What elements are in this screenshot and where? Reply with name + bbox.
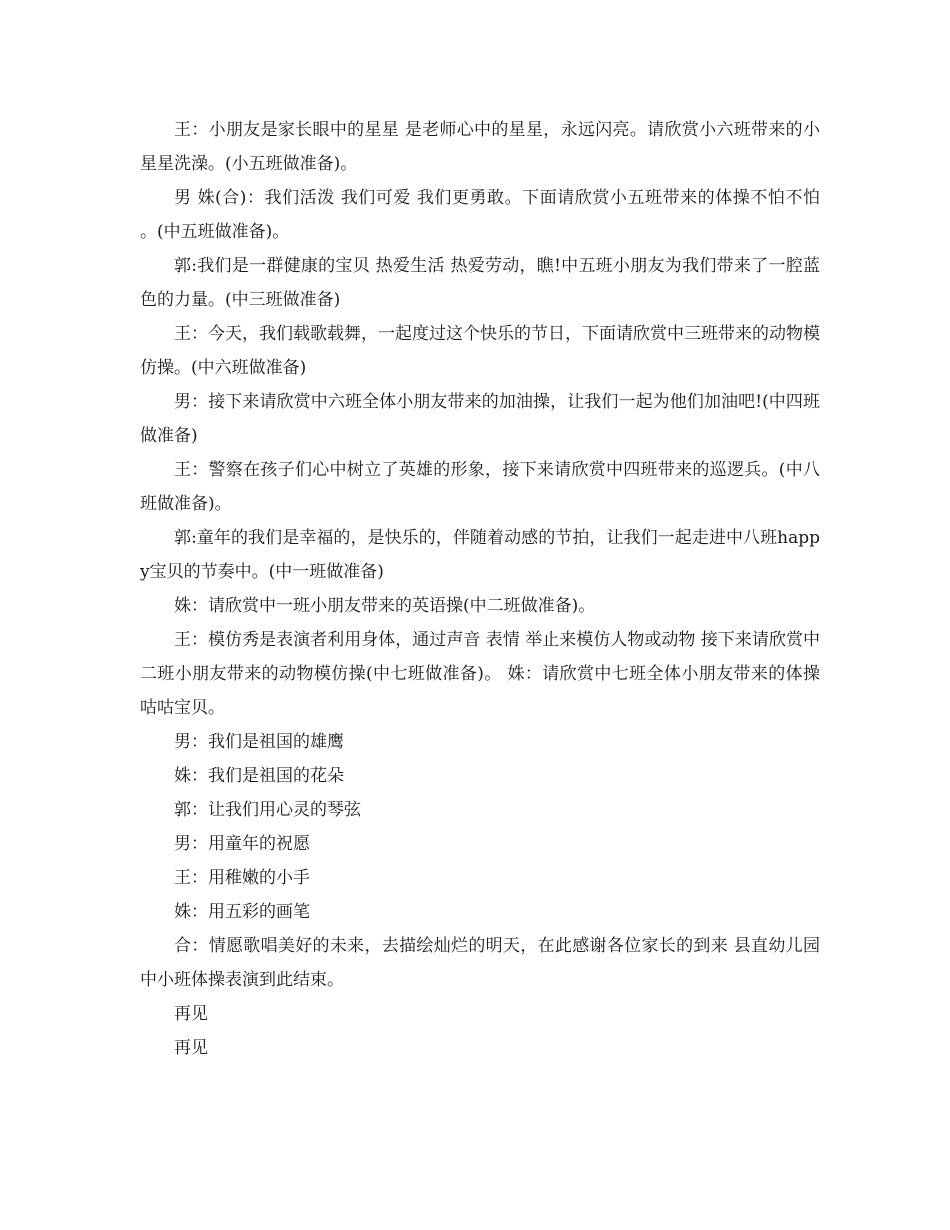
paragraph-18: 再见 [174,1038,208,1058]
paragraph-17: 再见 [174,1004,208,1024]
document-body [140,113,820,1065]
paragraph-3: 郭:我们是一群健康的宝贝 热爱生活 热爱劳动，瞧!中五班小朋友为我们带来了一腔蓝色的力量。(中三班做准备) [140,256,820,310]
paragraph-12: 郭：让我们用心灵的琴弦 [174,800,361,820]
paragraph-8: 姝：请欣赏中一班小朋友带来的英语操(中二班做准备)。 [174,596,596,616]
paragraph-6: 王：警察在孩子们心中树立了英雄的形象，接下来请欣赏中四班带来的巡逻兵。(中八班做准备)。 [140,460,820,514]
paragraph-7: 郭:童年的我们是幸福的，是快乐的，伴随着动感的节拍，让我们一起走进中八班happy宝贝的节奏中。(中一班做准备) [140,528,820,582]
paragraph-5: 男：接下来请欣赏中六班全体小朋友带来的加油操，让我们一起为他们加油吧!(中四班做准备) [140,392,820,446]
paragraph-4: 王：今天，我们载歌载舞，一起度过这个快乐的节日，下面请欣赏中三班带来的动物模仿操。(中六班做准备) [140,324,820,378]
paragraph-10: 男：我们是祖国的雄鹰 [174,732,344,752]
paragraph-1: 王：小朋友是家长眼中的星星 是老师心中的星星，永远闪亮。请欣赏小六班带来的小星星洗澡。(小五班做准备)。 [140,120,820,174]
paragraph-13: 男：用童年的祝愿 [174,834,310,854]
paragraph-2: 男 姝(合)：我们活泼 我们可爱 我们更勇敢。下面请欣赏小五班带来的体操不怕不怕 。(中五班做准备)。 [140,188,820,242]
paragraph-15: 姝：用五彩的画笔 [174,902,310,922]
paragraph-11: 姝：我们是祖国的花朵 [174,766,344,786]
paragraph-16: 合：情愿歌唱美好的未来，去描绘灿烂的明天，在此感谢各位家长的到来 县直幼儿园中小班体操表演到此结束。 [140,936,820,990]
paragraph-9: 王：模仿秀是表演者利用身体，通过声音 表情 举止来模仿人物或动物 接下来请欣赏中二班小朋友带来的动物模仿操(中七班做准备)。 姝：请欣赏中七班全体小朋友带来的体操咕咕宝贝。 [140,630,820,718]
paragraph-14: 王：用稚嫩的小手 [174,868,310,888]
